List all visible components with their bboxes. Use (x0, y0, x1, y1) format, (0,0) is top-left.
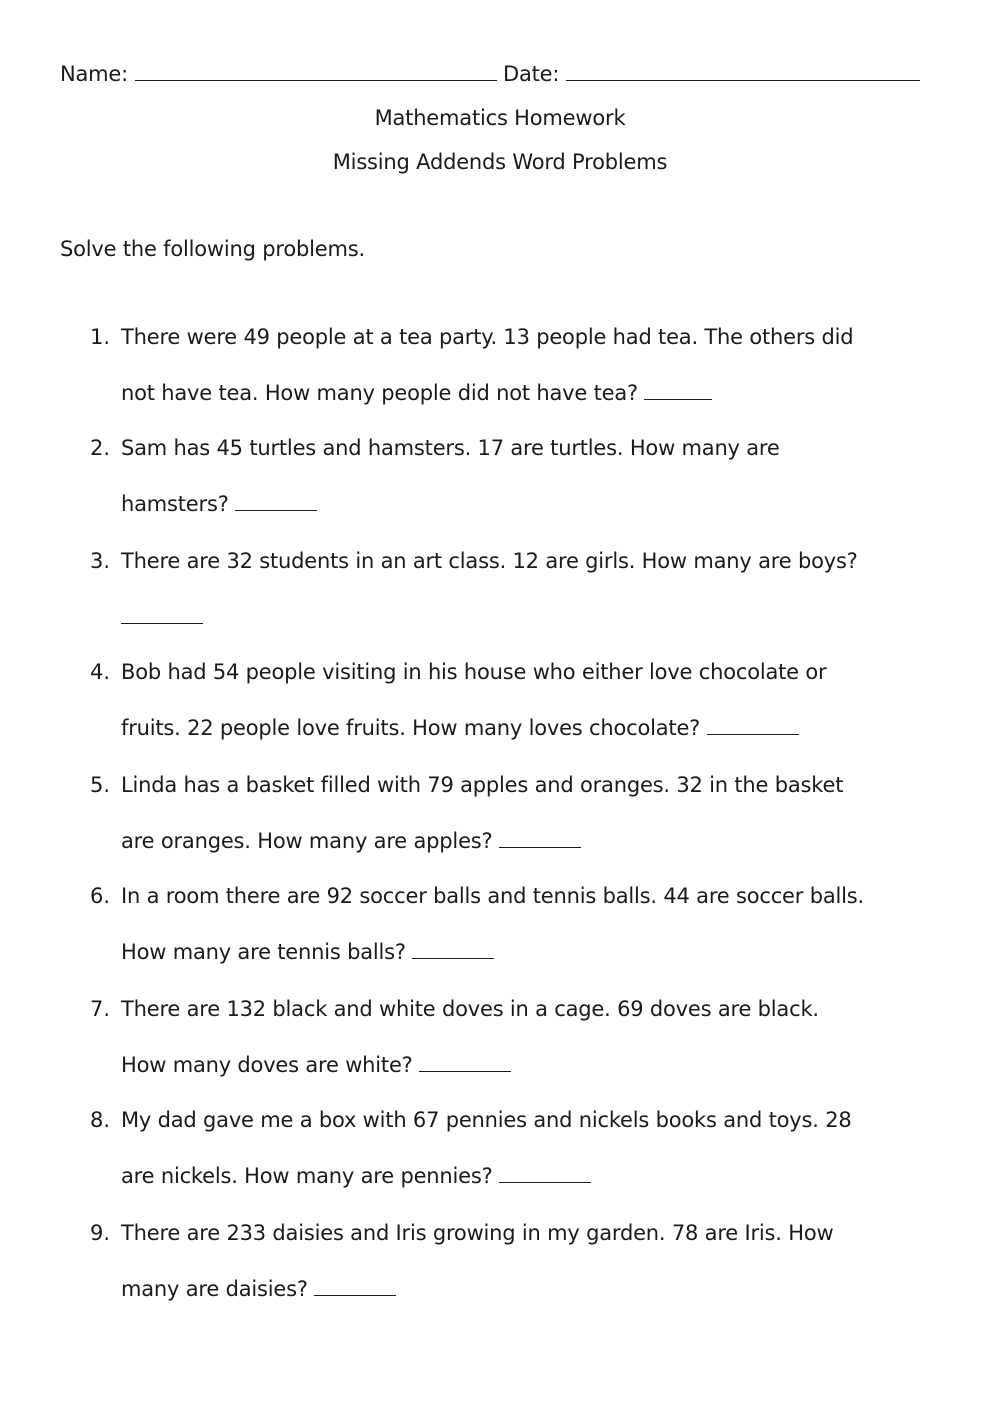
instructions: Solve the following problems. (60, 237, 365, 261)
problem-text-cont: many are daisies? (121, 1275, 396, 1303)
name-row (60, 60, 920, 88)
problem-text: Linda has a basket filled with 79 apples and oranges. 32 in the basket (121, 773, 844, 797)
answer-blank[interactable] (499, 829, 581, 848)
problem-text-cont: are oranges. How many are apples? (121, 827, 581, 855)
problem-text-cont: are nickels. How many are pennies? (121, 1162, 591, 1190)
topic-title: Missing Addends Word Problems (332, 150, 668, 174)
problem-text: My dad gave me a box with 67 pennies and nickels books and toys. 28 (121, 1108, 852, 1132)
problem-text: There were 49 people at a tea party. 13 people had tea. The others did (121, 325, 854, 349)
answer-blank[interactable] (644, 381, 712, 400)
answer-blank[interactable] (707, 716, 799, 735)
problem-text: Sam has 45 turtles and hamsters. 17 are turtles. How many are (121, 436, 780, 460)
problem-text: There are 132 black and white doves in a cage. 69 doves are black. (121, 997, 819, 1021)
problem-number: 2. (89, 436, 110, 460)
answer-blank[interactable] (235, 492, 317, 511)
problem-text: Bob had 54 people visiting in his house who either love chocolate or (121, 660, 827, 684)
problem-number: 1. (89, 325, 110, 349)
answer-blank[interactable] (419, 1053, 511, 1072)
problem-text: There are 233 daisies and Iris growing in my garden. 78 are Iris. How (121, 1221, 834, 1245)
problem-text: There are 32 students in an art class. 12 are girls. How many are boys? (121, 549, 858, 573)
name-field[interactable] (135, 62, 497, 81)
problem-text-cont (121, 603, 203, 631)
problem-text: In a room there are 92 soccer balls and tennis balls. 44 are soccer balls. (121, 884, 864, 908)
answer-blank[interactable] (499, 1164, 591, 1183)
problem-number: 6. (89, 884, 110, 908)
name-label: Name: (60, 62, 129, 86)
problem-number: 9. (89, 1221, 110, 1245)
problem-text-cont: not have tea. How many people did not have tea? (121, 379, 712, 407)
answer-blank[interactable] (121, 605, 203, 624)
problem-number: 3. (89, 549, 110, 573)
answer-blank[interactable] (314, 1277, 396, 1296)
problem-number: 4. (89, 660, 110, 684)
problem-text-cont: hamsters? (121, 490, 317, 518)
problem-text-cont: fruits. 22 people love fruits. How many loves chocolate? (121, 714, 799, 742)
subject-title: Mathematics Homework (374, 106, 626, 130)
date-label: Date: (503, 62, 560, 86)
problem-text-cont: How many are tennis balls? (121, 938, 494, 966)
problem-number: 7. (89, 997, 110, 1021)
problem-number: 8. (89, 1108, 110, 1132)
date-field[interactable] (566, 62, 920, 81)
answer-blank[interactable] (412, 940, 494, 959)
problem-text-cont: How many doves are white? (121, 1051, 511, 1079)
problem-number: 5. (89, 773, 110, 797)
